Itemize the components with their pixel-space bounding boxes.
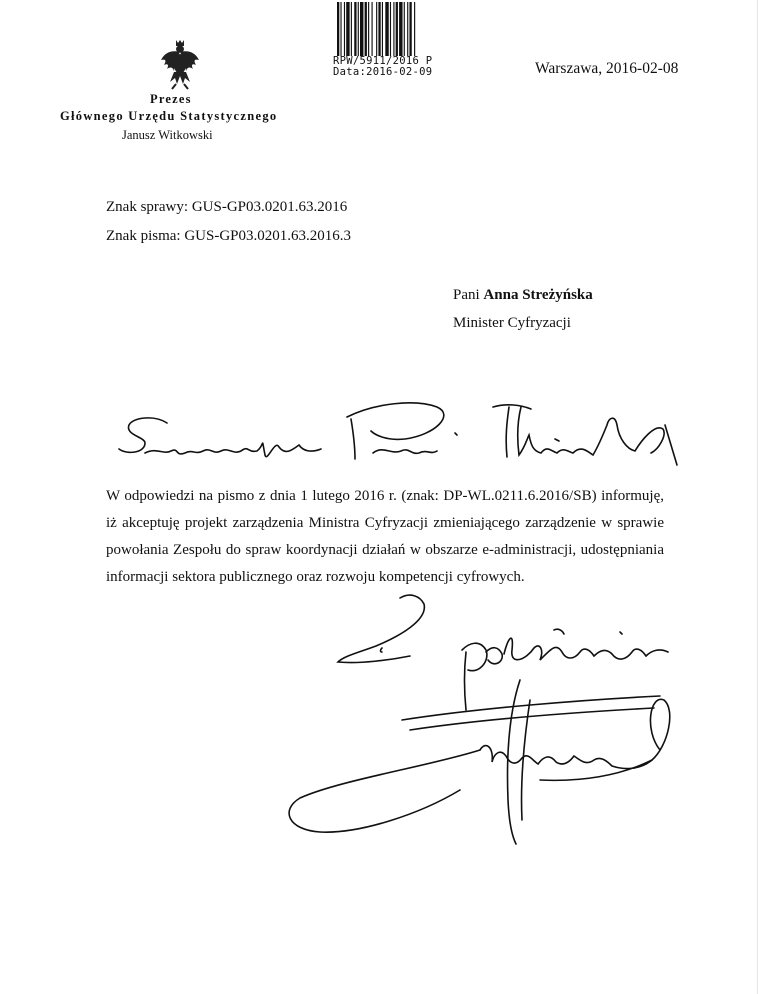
- barcode-bar: [414, 2, 415, 56]
- letter-reference: [106, 228, 351, 245]
- registration-date: 2016-02-09: [366, 66, 433, 78]
- barcode-bar: [372, 2, 373, 56]
- barcode-bar: [393, 2, 394, 56]
- barcode-bar: [399, 2, 402, 56]
- case-reference-label: Znak sprawy:: [106, 199, 189, 215]
- barcode-bar: [390, 2, 391, 56]
- barcode-bar: [346, 2, 349, 56]
- letter-reference-value: GUS-GP03.0201.63.2016.3: [184, 228, 352, 244]
- barcode-bar: [385, 2, 388, 56]
- barcode-bar: [365, 2, 367, 56]
- case-reference-value: GUS-GP03.0201.63.2016: [191, 199, 348, 215]
- barcode-bar: [409, 2, 411, 56]
- sender-institution: Głównego Urzędu Statystycznego: [60, 109, 278, 123]
- addressee-name: Anna Streżyńska: [483, 287, 593, 303]
- sender-name: Janusz Witkowski: [122, 128, 213, 142]
- barcode-icon: [337, 2, 453, 56]
- letter-reference-label: Znak pisma:: [106, 228, 181, 244]
- barcode-bar: [340, 2, 341, 56]
- handwritten-signature: [280, 590, 700, 850]
- registration-stamp: [333, 56, 432, 78]
- barcode-bar: [344, 2, 345, 56]
- place-and-date: Warszawa, 2016-02-08: [535, 60, 679, 77]
- barcode-bar: [337, 2, 339, 56]
- registration-number: RPW/5911/2016 P: [333, 55, 433, 67]
- polish-eagle-emblem-icon: [160, 38, 200, 90]
- barcode-bar: [382, 2, 383, 56]
- barcode-bar: [354, 2, 356, 56]
- case-reference: [106, 199, 347, 216]
- barcode-bar: [360, 2, 363, 56]
- registration-date-label: Data:: [333, 66, 367, 78]
- barcode-bar: [358, 2, 359, 56]
- page-edge-line: [757, 0, 758, 994]
- addressee-role: Minister Cyfryzacji: [453, 315, 571, 331]
- barcode-bar: [396, 2, 398, 56]
- barcode-bar: [407, 2, 408, 56]
- addressee-prefix: Pani: [453, 287, 480, 303]
- handwritten-salutation: [115, 395, 695, 475]
- letter-body: W odpowiedzi na pismo z dnia 1 lutego 2016 r. (znak: DP-WL.0211.6.2016/SB) informuję, iż akceptuję projekt zarządzenia Ministra Cyfryzacji zmieniającego zarządzenie w sprawie powołania Zespołu do spraw koordynacji działań w obszarze e-administracji, udostępniania informacji sektora publicznego oraz rozwoju kompetencji cyfrowych.: [106, 488, 664, 585]
- addressee: [453, 287, 593, 304]
- barcode-bar: [404, 2, 405, 56]
- barcode-bar: [376, 2, 377, 56]
- barcode-bar: [368, 2, 369, 56]
- barcode-bar: [378, 2, 380, 56]
- barcode-bar: [351, 2, 352, 56]
- sender-title: Prezes: [150, 92, 192, 106]
